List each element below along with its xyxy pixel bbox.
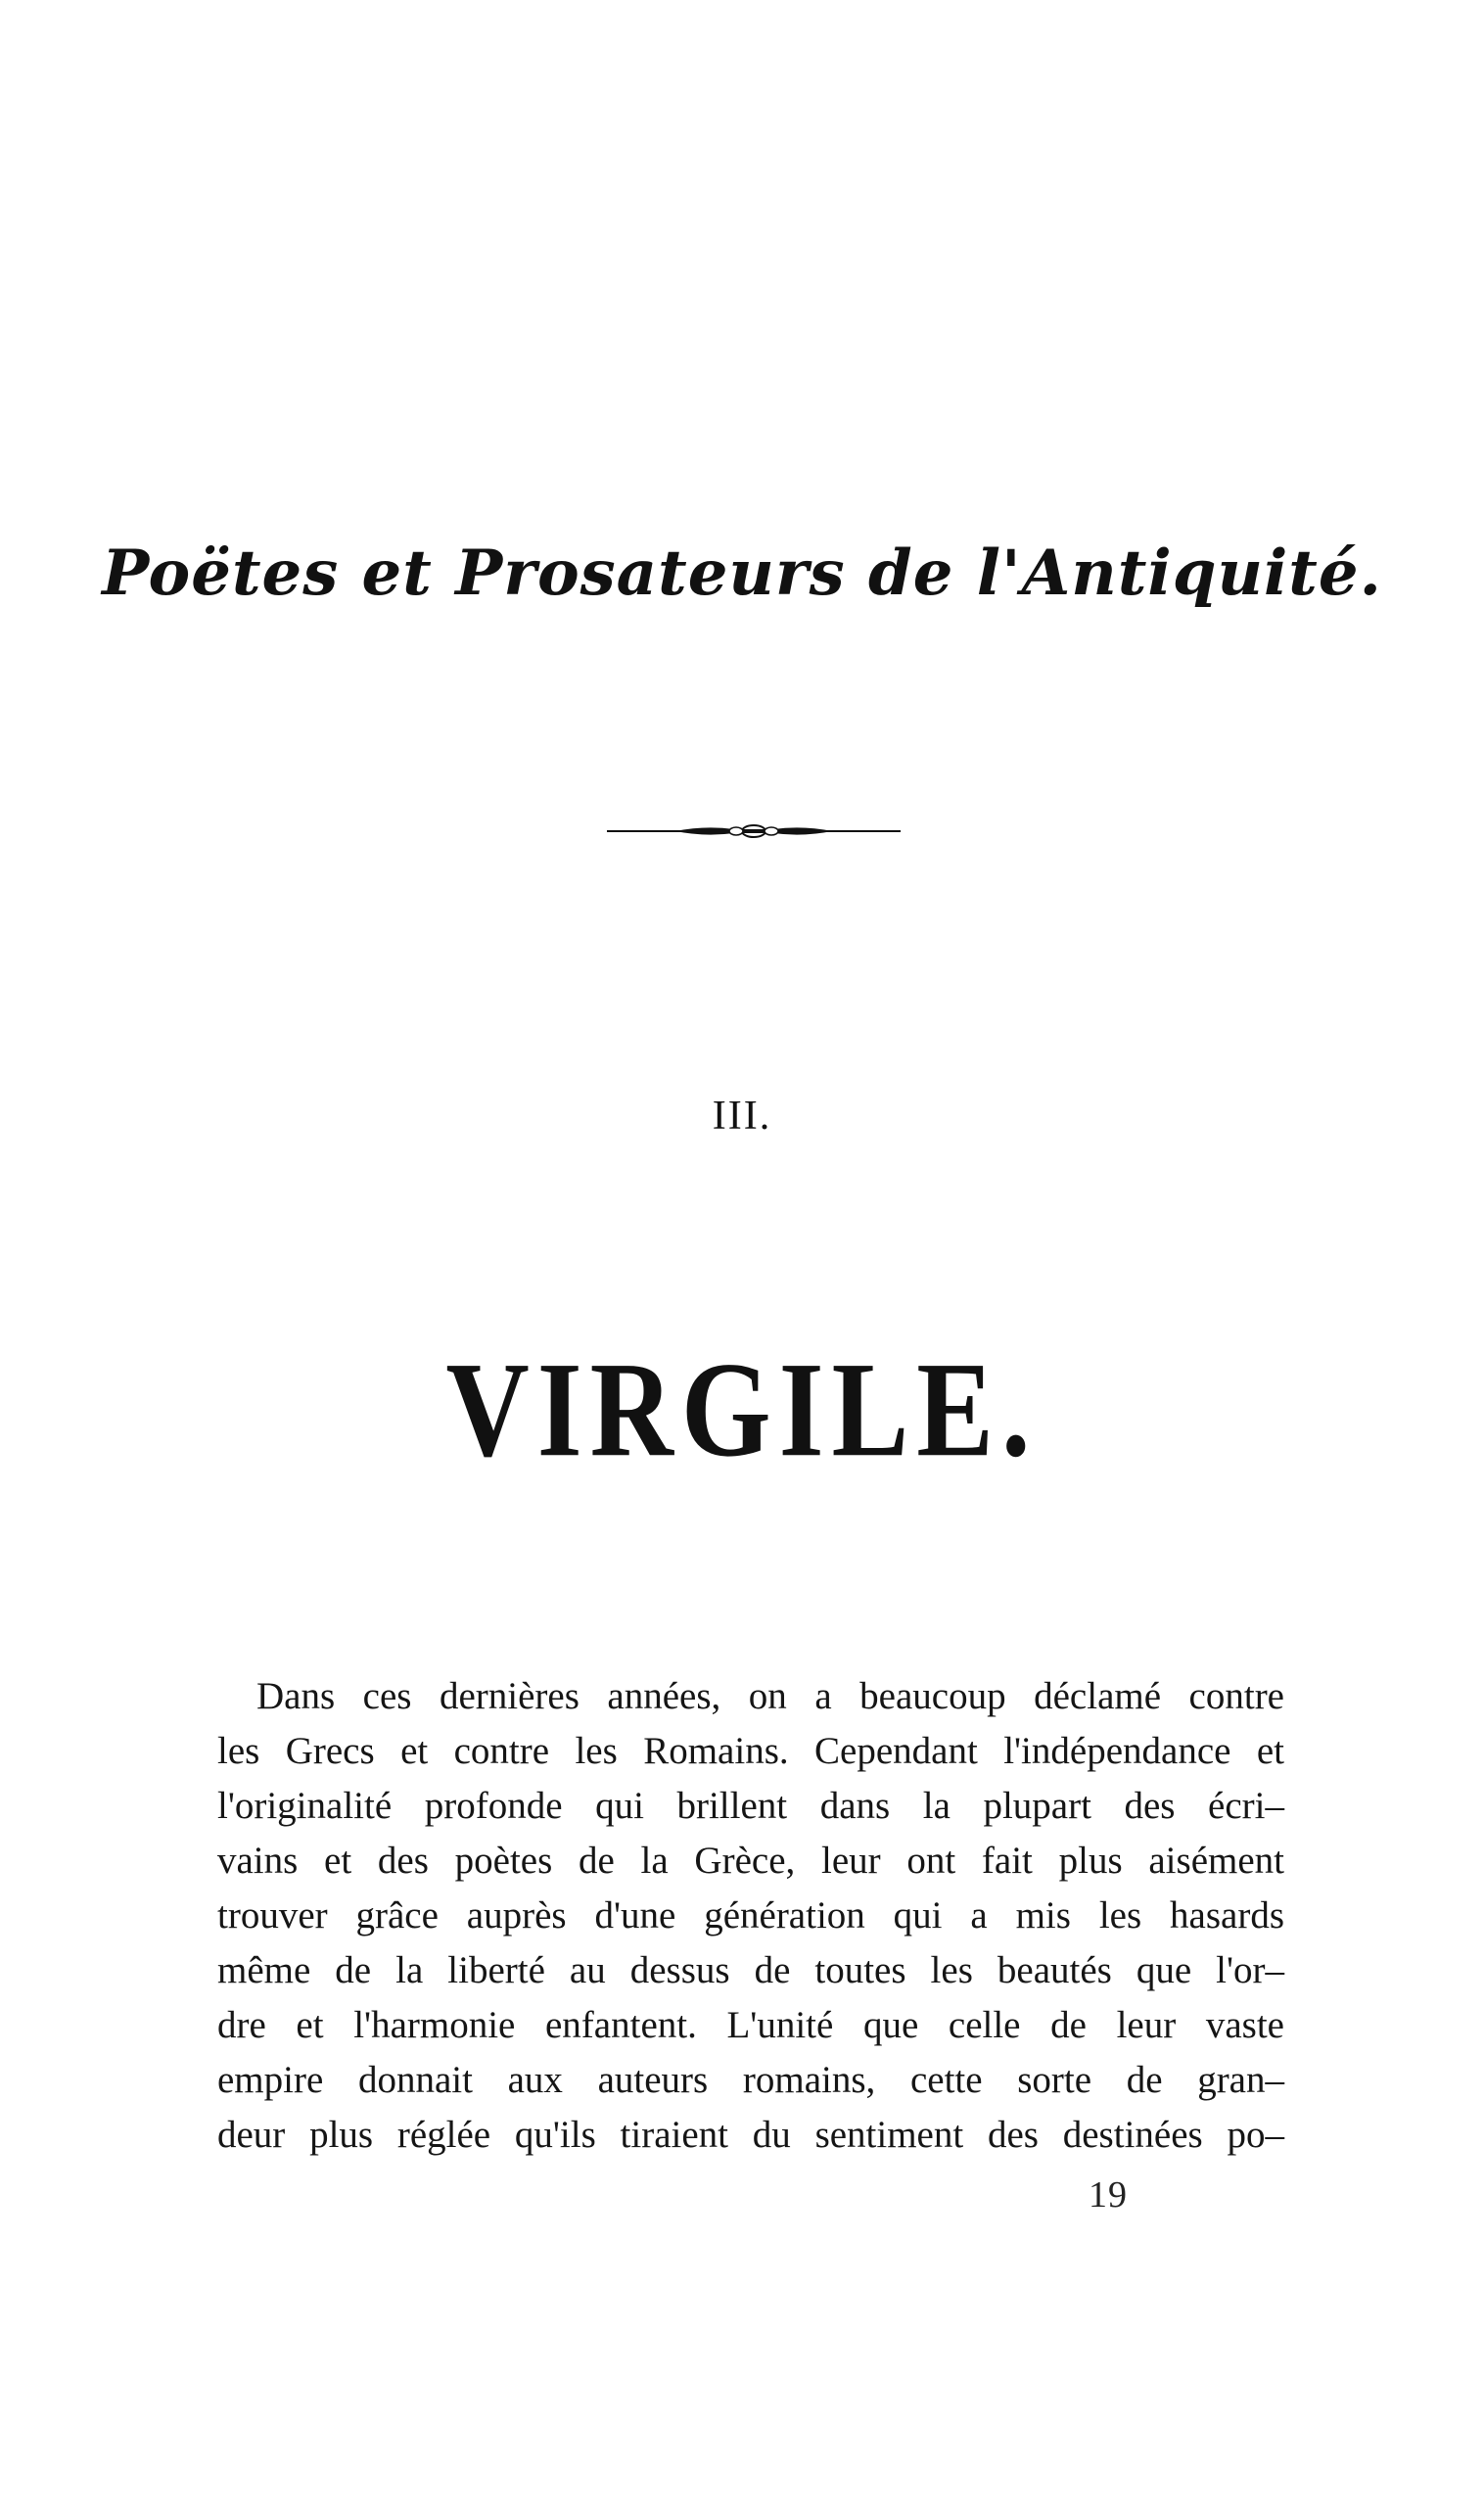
- body-text: [217, 1669, 1284, 2163]
- series-title: Poëtes et Prosateurs de l'Antiquité.: [102, 537, 1382, 610]
- body-line: trouver grâce auprès d'une génération qui a mis les hasards: [217, 1894, 1284, 1937]
- body-line: deur plus réglée qu'ils tiraient du sentiment des destinées po–: [217, 2114, 1284, 2156]
- body-line: Dans ces dernières années, on a beaucoup déclamé contre: [256, 1675, 1284, 1717]
- body-line: vains et des poètes de la Grèce, leur ont fait plus aisément: [217, 1840, 1284, 1882]
- body-line: dre et l'harmonie enfantent. L'unité que celle de leur vaste: [217, 2004, 1284, 2046]
- body-line: les Grecs et contre les Romains. Cependant l'indépendance et: [217, 1730, 1284, 1772]
- chapter-number: III.: [712, 1094, 772, 1139]
- body-line: même de la liberté au dessus de toutes les beautés que l'or–: [217, 1949, 1284, 1991]
- page-number: 19: [1089, 2174, 1128, 2216]
- body-line: l'originalité profonde qui brillent dans la plupart des écri–: [217, 1785, 1284, 1827]
- body-line: empire donnait aux auteurs romains, cette sorte de gran–: [217, 2059, 1284, 2101]
- chapter-title: VIRGILE.: [445, 1333, 1039, 1485]
- ornament-divider-icon: [607, 818, 901, 844]
